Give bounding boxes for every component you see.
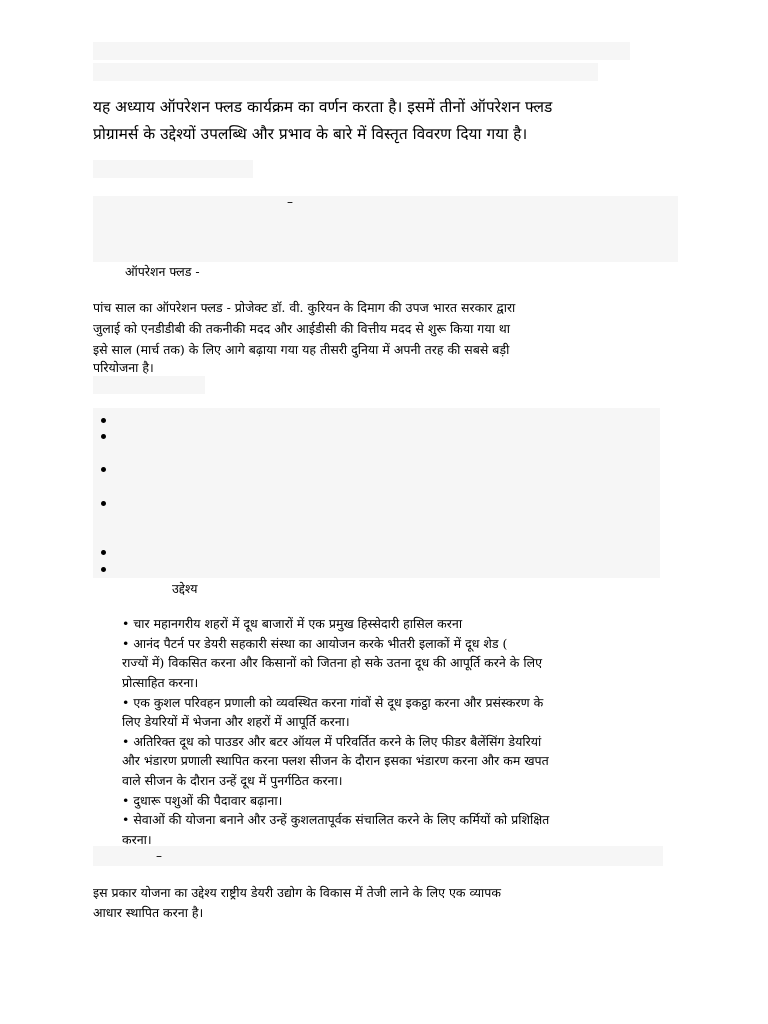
description-line-2: जुलाई को एनडीडीबी की तकनीकी मदद और आईडीसी की वित्तीय मदद से शुरू किया गया था — [93, 321, 511, 336]
objective-line: प्रोत्साहित करना। — [122, 675, 199, 690]
dash-mark: – — [287, 195, 293, 209]
bullet-marker — [101, 501, 106, 506]
objective-line: और भंडारण प्रणाली स्थापित करना फ्लश सीजन के दौरान इसका भंडारण करना और कम खपत — [122, 753, 549, 768]
bullet-marker — [101, 550, 106, 555]
redacted-caption-block — [93, 376, 205, 394]
bullet-marker — [101, 467, 106, 472]
objective-line: वाले सीजन के दौरान उन्हें दूध में पुनर्गठित करना। — [122, 773, 343, 788]
objective-line: • दुधारू पशुओं की पैदावार बढ़ाना। — [122, 793, 283, 808]
bullet-marker — [101, 434, 106, 439]
redacted-footer-block — [93, 846, 663, 866]
objectives-heading: उद्देश्य — [172, 581, 198, 596]
redacted-label-block — [93, 160, 253, 178]
description-line-3: इसे साल (मार्च तक) के लिए आगे बढ़ाया गया यह तीसरी दुनिया में अपनी तरह की सबसे बड़ी — [93, 342, 510, 357]
bullet-marker — [101, 567, 106, 572]
redacted-content-block — [93, 196, 678, 262]
section-title: ऑपरेशन फ्लड - — [125, 264, 200, 279]
redacted-list-block — [93, 408, 660, 578]
objective-line: • अतिरिक्त दूध को पाउडर और बटर ऑयल में परिवर्तित करने के लिए फीडर बैलेंसिंग डेयरियां — [122, 734, 542, 749]
intro-line-2: प्रोग्रामर्स के उद्देश्यों उपलब्धि और प्रभाव के बारे में विस्तृत विवरण दिया गया है। — [93, 125, 528, 143]
dash-mark: – — [156, 849, 162, 863]
bullet-marker — [101, 418, 106, 423]
objective-line: करना। — [122, 832, 152, 847]
objective-line: राज्यों में) विकसित करना और किसानों को जितना हो सके उतना दूध की आपूर्ति करने के लिए — [122, 655, 543, 670]
objective-line: • सेवाओं की योजना बनाने और उन्हें कुशलतापूर्वक संचालित करने के लिए कर्मियों को प्रशिक्षित — [122, 812, 550, 827]
objective-line: • आनंद पैटर्न पर डेयरी सहकारी संस्था का आयोजन करके भीतरी इलाकों में दूध शेड ( — [122, 636, 508, 651]
description-line-4: परियोजना है। — [93, 360, 154, 375]
conclusion-line-1: इस प्रकार योजना का उद्देश्य राष्ट्रीय डेयरी उद्योग के विकास में तेजी लाने के लिए एक व्यापक — [93, 885, 501, 900]
redacted-subheading-block — [93, 63, 598, 81]
objective-line: • चार महानगरीय शहरों में दूध बाजारों में एक प्रमुख हिस्सेदारी हासिल करना — [122, 616, 463, 631]
redacted-heading-block — [93, 42, 630, 60]
objective-line: • एक कुशल परिवहन प्रणाली को व्यवस्थित करना गांवों से दूध इकट्ठा करना और प्रसंस्करण के — [122, 695, 544, 710]
objective-line: लिए डेयरियों में भेजना और शहरों में आपूर्ति करना। — [122, 714, 350, 729]
conclusion-line-2: आधार स्थापित करना है। — [93, 905, 204, 920]
intro-line-1: यह अध्याय ऑपरेशन फ्लड कार्यक्रम का वर्णन करता है। इसमें तीनों ऑपरेशन फ्लड — [93, 98, 553, 116]
description-line-1: पांच साल का ऑपरेशन फ्लड - प्रोजेक्ट डॉ. वी. कुरियन के दिमाग की उपज भारत सरकार द्वारा — [93, 300, 516, 315]
